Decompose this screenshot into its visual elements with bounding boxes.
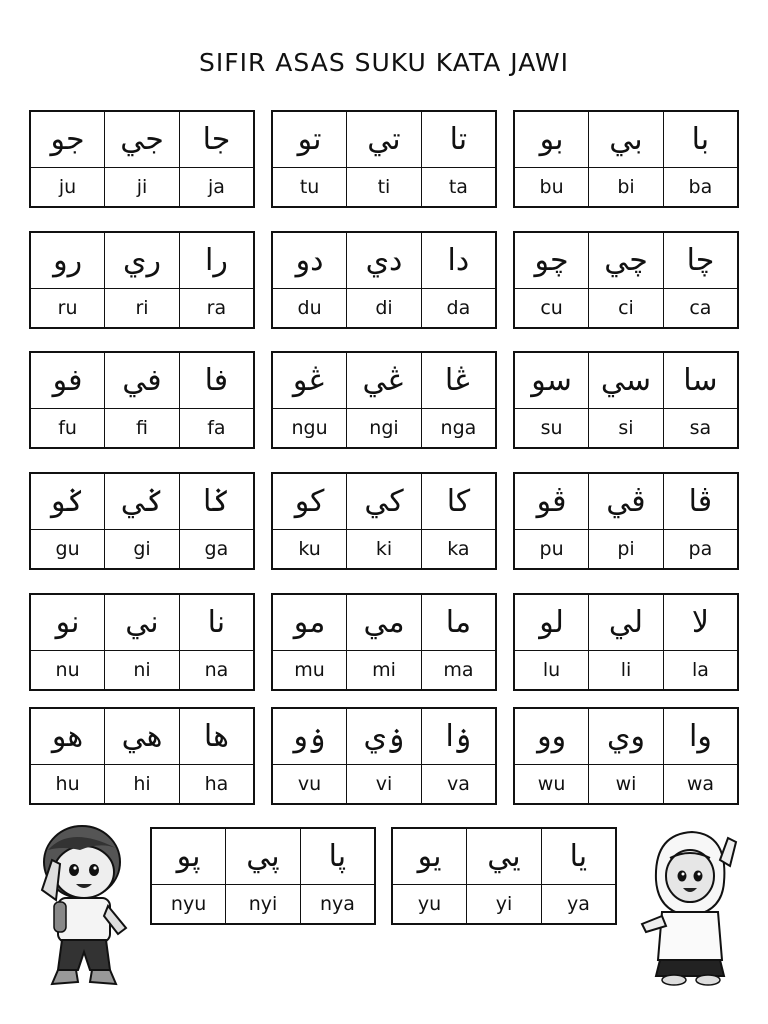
jawi-syllable: بو — [514, 111, 589, 168]
jawi-syllable: تا — [421, 111, 496, 168]
jawi-syllable: تي — [347, 111, 422, 168]
rumi-syllable: pi — [589, 530, 664, 570]
jawi-syllable: چو — [514, 232, 589, 289]
jawi-syllable: ݢي — [105, 473, 180, 530]
rumi-syllable: ma — [421, 651, 496, 691]
rumi-syllable: gi — [105, 530, 180, 570]
syllable-table — [271, 707, 497, 805]
jawi-syllable: را — [179, 232, 254, 289]
rumi-syllable: wi — [589, 765, 664, 805]
syllable-table — [513, 593, 739, 691]
jawi-syllable: فو — [30, 352, 105, 409]
jawi-syllable: ني — [105, 594, 180, 651]
rumi-syllable: lu — [514, 651, 589, 691]
rumi-syllable: si — [589, 409, 664, 449]
rumi-syllable: ba — [663, 168, 738, 208]
jawi-syllable: ڠو — [272, 352, 347, 409]
rumi-syllable: du — [272, 289, 347, 329]
boy-illustration-icon — [30, 820, 135, 990]
syllable-table — [513, 110, 739, 208]
rumi-syllable: vi — [347, 765, 422, 805]
rumi-syllable: nu — [30, 651, 105, 691]
rumi-syllable: tu — [272, 168, 347, 208]
jawi-syllable: دي — [347, 232, 422, 289]
rumi-syllable: mu — [272, 651, 347, 691]
jawi-syllable: وو — [514, 708, 589, 765]
jawi-syllable: ڠا — [421, 352, 496, 409]
rumi-syllable: ku — [272, 530, 347, 570]
jawi-syllable: جو — [30, 111, 105, 168]
syllable-table — [271, 593, 497, 691]
jawi-syllable: ها — [179, 708, 254, 765]
rumi-syllable: nga — [421, 409, 496, 449]
syllable-table — [271, 110, 497, 208]
syllable-table — [29, 110, 255, 208]
rumi-syllable: fi — [105, 409, 180, 449]
rumi-syllable: ti — [347, 168, 422, 208]
rumi-syllable: da — [421, 289, 496, 329]
rumi-syllable: hi — [105, 765, 180, 805]
rumi-syllable: wa — [663, 765, 738, 805]
rumi-syllable: ci — [589, 289, 664, 329]
jawi-syllable: سو — [514, 352, 589, 409]
rumi-syllable: ji — [105, 168, 180, 208]
jawi-syllable: وا — [663, 708, 738, 765]
jawi-syllable: هي — [105, 708, 180, 765]
rumi-syllable: ta — [421, 168, 496, 208]
rumi-syllable: yi — [467, 885, 542, 925]
rumi-syllable: ngi — [347, 409, 422, 449]
rumi-syllable: ga — [179, 530, 254, 570]
jawi-syllable: ݢا — [179, 473, 254, 530]
jawi-syllable: جي — [105, 111, 180, 168]
rumi-syllable: cu — [514, 289, 589, 329]
rumi-syllable: gu — [30, 530, 105, 570]
rumi-syllable: nya — [300, 885, 375, 925]
jawi-syllable: تو — [272, 111, 347, 168]
syllable-table — [29, 593, 255, 691]
rumi-syllable: ri — [105, 289, 180, 329]
rumi-syllable: ki — [347, 530, 422, 570]
syllable-table — [391, 827, 617, 925]
rumi-syllable: sa — [663, 409, 738, 449]
jawi-syllable: ڽا — [300, 828, 375, 885]
rumi-syllable: ru — [30, 289, 105, 329]
rumi-syllable: fa — [179, 409, 254, 449]
rumi-syllable: nyi — [226, 885, 301, 925]
syllable-table — [513, 472, 739, 570]
jawi-syllable: في — [105, 352, 180, 409]
jawi-syllable: چي — [589, 232, 664, 289]
jawi-syllable: مو — [272, 594, 347, 651]
rumi-syllable: mi — [347, 651, 422, 691]
jawi-syllable: لا — [663, 594, 738, 651]
rumi-syllable: bu — [514, 168, 589, 208]
syllable-table — [271, 472, 497, 570]
syllable-table — [513, 231, 739, 329]
syllable-table — [29, 472, 255, 570]
rumi-syllable: yu — [392, 885, 467, 925]
jawi-syllable: هو — [30, 708, 105, 765]
jawi-syllable: فا — [179, 352, 254, 409]
jawi-syllable: لو — [514, 594, 589, 651]
rumi-syllable: di — [347, 289, 422, 329]
girl-illustration-icon — [636, 820, 741, 990]
rumi-syllable: va — [421, 765, 496, 805]
rumi-syllable: ya — [541, 885, 616, 925]
rumi-syllable: ha — [179, 765, 254, 805]
rumi-syllable: ra — [179, 289, 254, 329]
jawi-syllable: رو — [30, 232, 105, 289]
rumi-syllable: ngu — [272, 409, 347, 449]
jawi-syllable: چا — [663, 232, 738, 289]
rumi-syllable: pu — [514, 530, 589, 570]
jawi-syllable: ما — [421, 594, 496, 651]
syllable-table — [513, 707, 739, 805]
jawi-syllable: ري — [105, 232, 180, 289]
jawi-syllable: ڠي — [347, 352, 422, 409]
syllable-table — [271, 351, 497, 449]
jawi-syllable: كي — [347, 473, 422, 530]
rumi-syllable: fu — [30, 409, 105, 449]
rumi-syllable: hu — [30, 765, 105, 805]
jawi-syllable: دا — [421, 232, 496, 289]
rumi-syllable: wu — [514, 765, 589, 805]
jawi-syllable: ۏي — [347, 708, 422, 765]
jawi-syllable: ڽو — [151, 828, 226, 885]
jawi-syllable: ڤو — [514, 473, 589, 530]
jawi-syllable: سا — [663, 352, 738, 409]
rumi-syllable: ju — [30, 168, 105, 208]
jawi-syllable: ۏو — [272, 708, 347, 765]
jawi-syllable: ݢو — [30, 473, 105, 530]
jawi-syllable: نو — [30, 594, 105, 651]
jawi-syllable: يو — [392, 828, 467, 885]
rumi-syllable: li — [589, 651, 664, 691]
jawi-syllable: ۏا — [421, 708, 496, 765]
jawi-syllable: سي — [589, 352, 664, 409]
jawi-syllable: ڤي — [589, 473, 664, 530]
rumi-syllable: na — [179, 651, 254, 691]
rumi-syllable: ka — [421, 530, 496, 570]
syllable-table — [513, 351, 739, 449]
jawi-syllable: مي — [347, 594, 422, 651]
jawi-syllable: يي — [467, 828, 542, 885]
syllable-table — [271, 231, 497, 329]
jawi-syllable: وي — [589, 708, 664, 765]
rumi-syllable: pa — [663, 530, 738, 570]
jawi-syllable: ڽي — [226, 828, 301, 885]
jawi-syllable: لي — [589, 594, 664, 651]
rumi-syllable: bi — [589, 168, 664, 208]
rumi-syllable: ja — [179, 168, 254, 208]
jawi-syllable: ڤا — [663, 473, 738, 530]
jawi-syllable: جا — [179, 111, 254, 168]
jawi-syllable: دو — [272, 232, 347, 289]
jawi-syllable: كا — [421, 473, 496, 530]
rumi-syllable: vu — [272, 765, 347, 805]
syllable-table — [150, 827, 376, 925]
rumi-syllable: ni — [105, 651, 180, 691]
jawi-syllable: نا — [179, 594, 254, 651]
rumi-syllable: ca — [663, 289, 738, 329]
rumi-syllable: nyu — [151, 885, 226, 925]
syllable-table — [29, 351, 255, 449]
rumi-syllable: la — [663, 651, 738, 691]
page-title: SIFIR ASAS SUKU KATA JAWI — [198, 48, 570, 77]
syllable-table — [29, 231, 255, 329]
jawi-syllable: بي — [589, 111, 664, 168]
rumi-syllable: su — [514, 409, 589, 449]
jawi-syllable: با — [663, 111, 738, 168]
syllable-table — [29, 707, 255, 805]
jawi-syllable: يا — [541, 828, 616, 885]
jawi-syllable: كو — [272, 473, 347, 530]
